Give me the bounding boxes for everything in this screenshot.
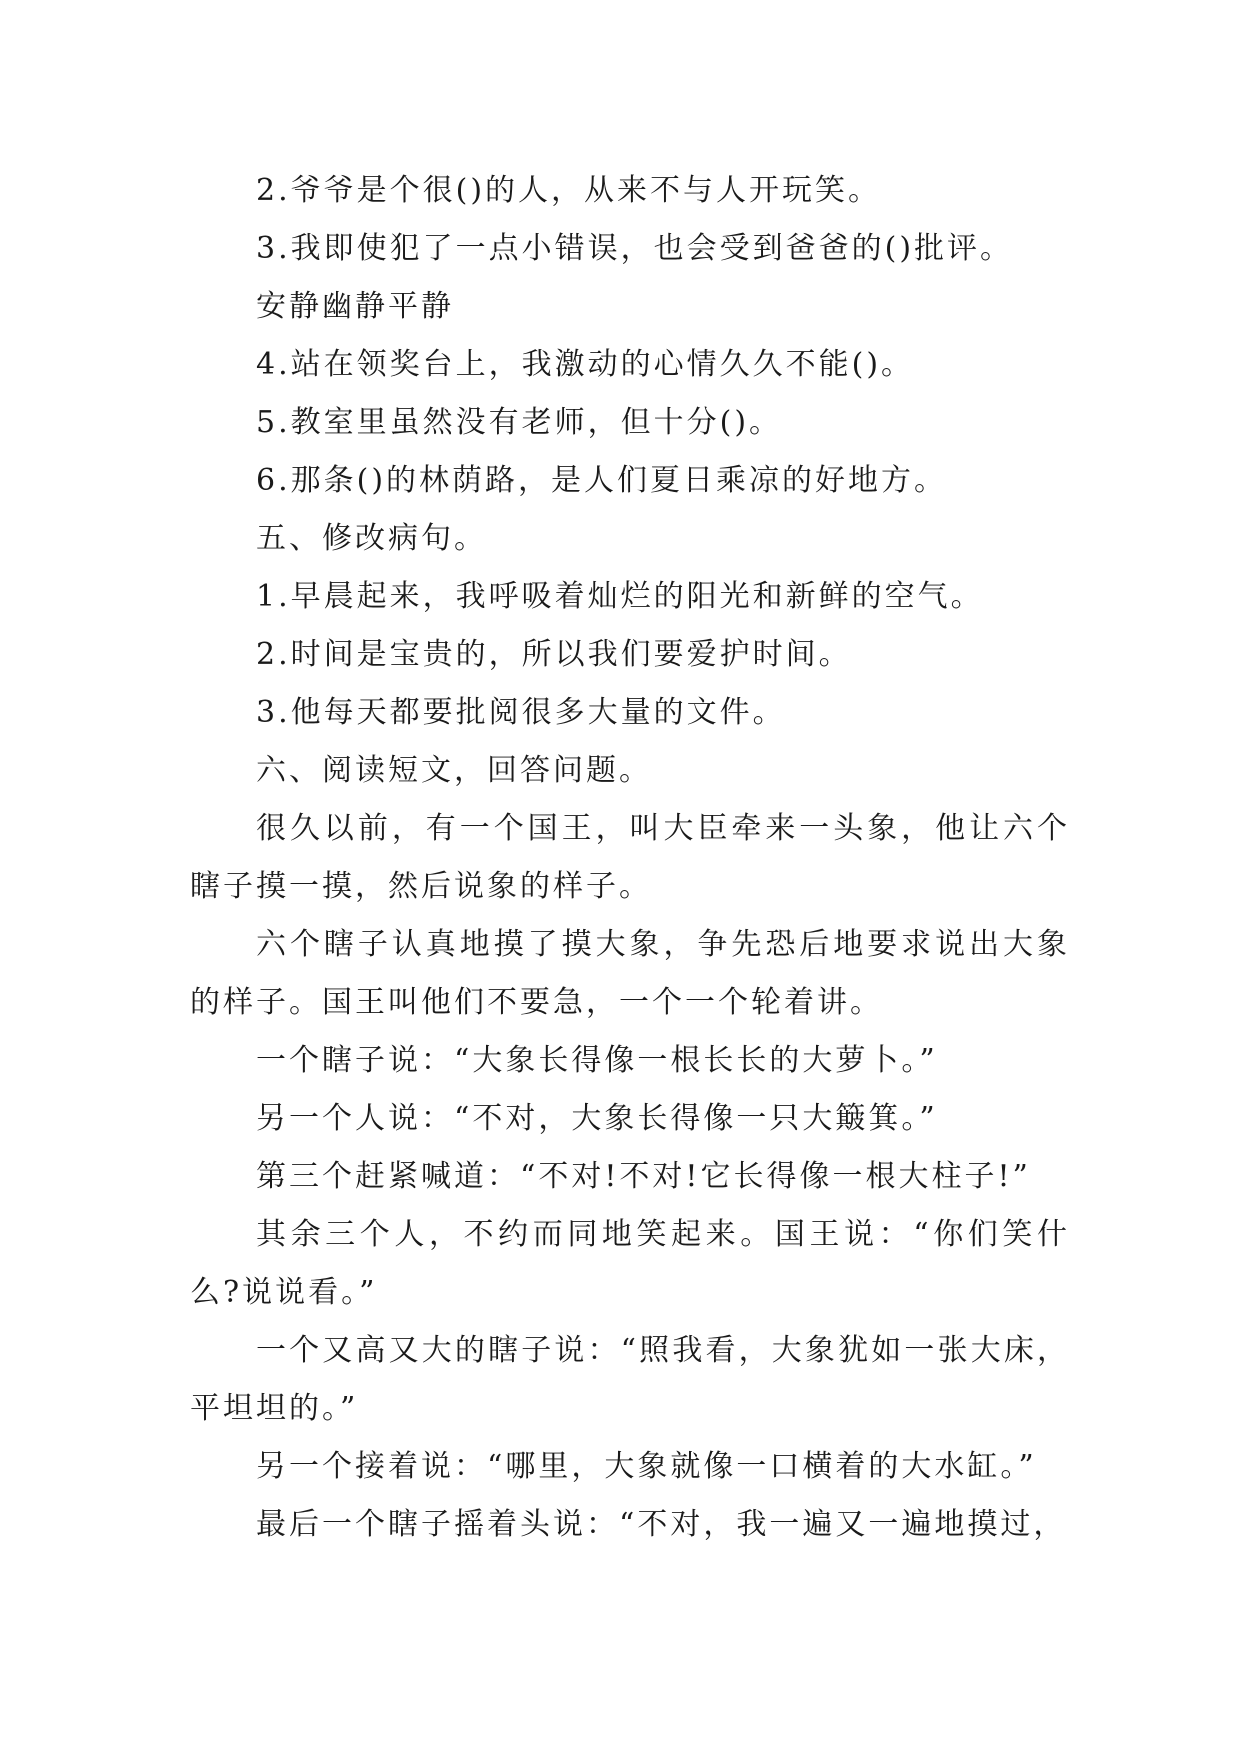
story-paragraph: 一个瞎子说：“大象长得像一根长长的大萝卜。”: [256, 1043, 938, 1078]
section-heading: 六、阅读短文，回答问题。: [256, 753, 652, 788]
word-choices: 安静幽静平静: [256, 289, 454, 324]
exercise-line: 6.那条()的林荫路，是人们夏日乘凉的好地方。: [256, 463, 948, 498]
exercise-line: 2.时间是宝贵的，所以我们要爱护时间。: [256, 637, 852, 672]
story-paragraph: 最后一个瞎子摇着头说：“不对，我一遍又一遍地摸过，: [256, 1507, 1067, 1542]
story-paragraph: 另一个接着说：“哪里，大象就像一口横着的大水缸。”: [256, 1449, 1037, 1484]
document-body: [190, 162, 1070, 1554]
section-heading: 五、修改病句。: [256, 521, 487, 556]
story-paragraph: 另一个人说：“不对，大象长得像一只大簸箕。”: [256, 1101, 938, 1136]
story-paragraph: 第三个赶紧喊道：“不对!不对!它长得像一根大柱子!”: [256, 1159, 1031, 1194]
exercise-line: 2.爷爷是个很()的人，从来不与人开玩笑。: [256, 173, 882, 208]
exercise-line: 3.我即使犯了一点小错误，也会受到爸爸的()批评。: [256, 231, 1014, 266]
exercise-line: 5.教室里虽然没有老师，但十分()。: [256, 405, 783, 440]
story-paragraph: 很久以前，有一个国王，叫大臣牵来一头象，他让六个瞎子摸一摸，然后说象的样子。: [190, 811, 1070, 904]
story-paragraph: 六个瞎子认真地摸了摸大象，争先恐后地要求说出大象的样子。国王叫他们不要急，一个一个轮着讲。: [190, 927, 1070, 1020]
exercise-line: 4.站在领奖台上，我激动的心情久久不能()。: [256, 347, 915, 382]
story-paragraph: 一个又高又大的瞎子说：“照我看，大象犹如一张大床，平坦坦的。”: [190, 1333, 1070, 1426]
exercise-line: 3.他每天都要批阅很多大量的文件。: [256, 695, 786, 730]
exercise-line: 1.早晨起来，我呼吸着灿烂的阳光和新鲜的空气。: [256, 579, 984, 614]
story-paragraph: 其余三个人，不约而同地笑起来。国王说：“你们笑什么?说说看。”: [190, 1217, 1070, 1310]
